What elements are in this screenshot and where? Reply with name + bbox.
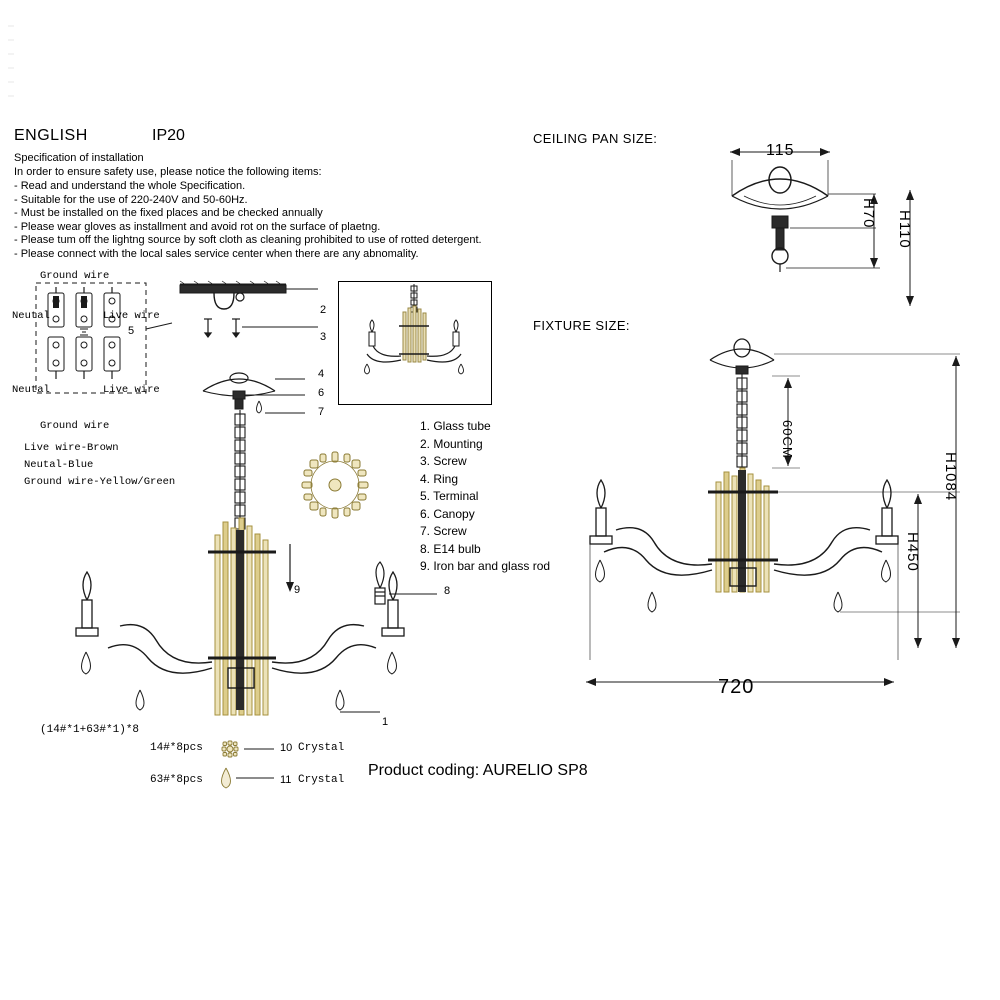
spec-bullet: - Read and understand the whole Specification. <box>14 180 246 192</box>
mounting-plate-detail <box>170 275 330 345</box>
callout-11: 11 <box>280 774 292 786</box>
neutral-top-label: Neutal <box>12 310 50 322</box>
bom-row1-icon <box>218 740 278 758</box>
bom-row2-icon <box>212 764 278 794</box>
neutral-bottom-label: Neutal <box>12 384 50 396</box>
spec-bullet: - Suitable for the use of 220-240V and 50-60Hz. <box>14 193 248 206</box>
pan-width-value: 115 <box>766 142 795 159</box>
chain-length-value: 60CM <box>780 420 795 459</box>
legend-live: Live wire-Brown <box>24 442 119 454</box>
spec-bullet: - Must be installed on the fixed places and be checked annually <box>14 207 323 219</box>
spec-bullet: - Please wear gloves as installment and avoid rot on the surface of plaetng. <box>14 220 381 233</box>
fixture-size-section-title: FIXTURE SIZE: <box>533 318 630 333</box>
part-item: 5. Terminal <box>420 489 479 503</box>
fixture-drawing-right <box>560 320 960 680</box>
fixture-width-value: 720 <box>718 676 755 698</box>
part-item: 7. Screw <box>420 524 467 538</box>
part-item: 3. Screw <box>420 454 467 468</box>
part-item: 2. Mounting <box>420 436 483 451</box>
ceiling-pan-drawing <box>700 160 880 300</box>
bom-row1-qty: 14#*8pcs <box>150 742 203 754</box>
callout-9: 9 <box>294 584 301 596</box>
callout-5: 5 <box>128 325 135 337</box>
callout-2: 2 <box>320 304 327 316</box>
part-item: 4. Ring <box>420 471 459 486</box>
callout-1: 1 <box>382 716 389 728</box>
bom-combo-label: (14#*1+63#*1)*8 <box>40 724 140 736</box>
part-item: 9. Iron bar and glass rod <box>420 559 551 573</box>
pan-h110-value: H110 <box>896 210 913 249</box>
live-wire-top-label: Live wire <box>103 310 160 322</box>
ground-wire-bottom-label: Ground wire <box>40 420 110 432</box>
part-item: 1. Glass tube <box>420 419 491 433</box>
spec-bullet: - Please connect with the local sales service center when there are any abnomality. <box>14 247 419 260</box>
body-height-value: H450 <box>904 532 921 572</box>
spec-bullet: - Please tum off the lightng source by soft cloth as cleaning prohibited to use of rotted detergent. <box>14 234 482 246</box>
spec-title: Specification of installation <box>14 152 144 164</box>
crystal-rosette-detail <box>290 440 380 530</box>
bom-row2-qty: 63#*8pcs <box>150 774 203 786</box>
part-item: 6. Canopy <box>420 506 475 521</box>
callout-10: 10 <box>280 742 293 754</box>
language-label: ENGLISH <box>14 127 88 144</box>
callout-6: 6 <box>318 387 325 399</box>
legend-ground: Ground wire-Yellow/Green <box>24 476 176 488</box>
callout-3: 3 <box>320 331 327 343</box>
spec-bullet-list <box>14 180 482 261</box>
callout-7: 7 <box>318 406 325 418</box>
live-wire-bottom-label: Live wire <box>103 384 160 396</box>
legend-neutral: Neutal-Blue <box>24 459 94 471</box>
thumbnail-panel <box>338 281 492 405</box>
part-item: 8. E14 bulb <box>420 541 481 556</box>
spec-intro: In order to ensure safety use, please notice the following items: <box>14 166 322 178</box>
ip-rating-label: IP20 <box>152 127 185 144</box>
ceiling-pan-section-title: CEILING PAN SIZE: <box>533 131 658 146</box>
total-height-dimension-line <box>948 352 964 652</box>
parts-list <box>420 418 550 576</box>
callout-4: 4 <box>318 368 325 380</box>
product-coding-label: Product coding: AURELIO SP8 <box>368 762 588 779</box>
bom-row2-label: Crystal <box>298 774 345 786</box>
ground-wire-top-label: Ground wire <box>40 270 110 282</box>
callout-8: 8 <box>444 585 451 597</box>
pan-h70-value: H70 <box>860 198 877 229</box>
bom-row1-label: Crystal <box>298 742 345 754</box>
total-height-value: H1084 <box>942 452 959 502</box>
